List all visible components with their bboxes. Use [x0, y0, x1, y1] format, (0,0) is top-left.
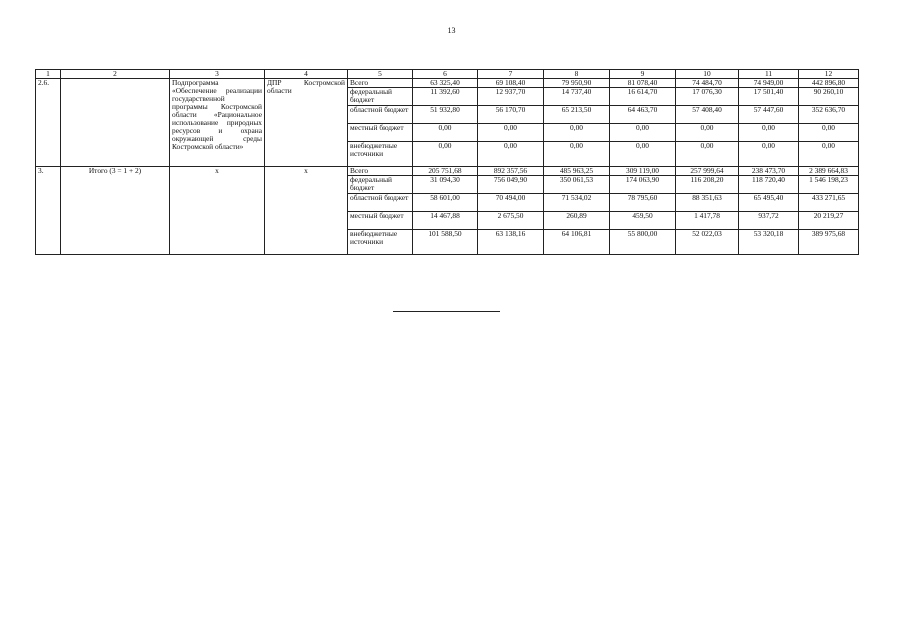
value-cell: 16 614,70 — [610, 88, 676, 106]
header-cell: 12 — [799, 70, 859, 79]
value-cell: 11 392,60 — [413, 88, 478, 106]
value-cell: 58 601,00 — [413, 194, 478, 212]
value-cell: 0,00 — [676, 142, 739, 167]
value-cell: 0,00 — [610, 124, 676, 142]
page-number: 13 — [447, 26, 456, 35]
value-cell: 389 975,68 — [799, 230, 859, 255]
source-label: Всего — [348, 79, 413, 88]
value-cell: 485 963,25 — [544, 167, 610, 176]
value-cell: 433 271,65 — [799, 194, 859, 212]
value-cell: 257 999,64 — [676, 167, 739, 176]
header-cell: 1 — [36, 70, 61, 79]
financing-table — [35, 69, 859, 255]
value-cell: 56 170,70 — [478, 106, 544, 124]
source-label: внебюджетные источники — [348, 142, 413, 167]
value-cell: 0,00 — [478, 142, 544, 167]
value-cell: 0,00 — [739, 124, 799, 142]
header-cell: 2 — [61, 70, 170, 79]
goal-cell — [61, 79, 170, 167]
source-label: внебюджетные источники — [348, 230, 413, 255]
value-cell: 0,00 — [544, 142, 610, 167]
value-cell: 238 473,70 — [739, 167, 799, 176]
value-cell: 64 106,81 — [544, 230, 610, 255]
value-cell: 78 795,60 — [610, 194, 676, 212]
header-row — [36, 70, 859, 79]
value-cell: 116 208,20 — [676, 176, 739, 194]
value-cell: 17 501,40 — [739, 88, 799, 106]
source-label: местный бюджет — [348, 212, 413, 230]
header-cell: 8 — [544, 70, 610, 79]
value-cell: 0,00 — [413, 124, 478, 142]
source-label: областной бюджет — [348, 194, 413, 212]
value-cell: 442 896,80 — [799, 79, 859, 88]
value-cell: 64 463,70 — [610, 106, 676, 124]
value-cell: 57 408,40 — [676, 106, 739, 124]
value-cell: 79 950,90 — [544, 79, 610, 88]
value-cell: 90 260,10 — [799, 88, 859, 106]
value-cell: 174 063,90 — [610, 176, 676, 194]
value-cell: 52 022,03 — [676, 230, 739, 255]
table-row — [36, 167, 859, 176]
value-cell: 81 078,40 — [610, 79, 676, 88]
separator-line — [393, 311, 500, 312]
value-cell: 51 932,80 — [413, 106, 478, 124]
source-label: Всего — [348, 167, 413, 176]
header-cell: 11 — [739, 70, 799, 79]
value-cell: 352 636,70 — [799, 106, 859, 124]
value-cell: 260,89 — [544, 212, 610, 230]
value-cell: 1 546 198,23 — [799, 176, 859, 194]
value-cell: 350 061,53 — [544, 176, 610, 194]
value-cell: 20 219,27 — [799, 212, 859, 230]
source-label: федеральный бюджет — [348, 176, 413, 194]
table-row — [36, 79, 859, 88]
value-cell: 2 675,50 — [478, 212, 544, 230]
value-cell: 459,50 — [610, 212, 676, 230]
value-cell: 0,00 — [544, 124, 610, 142]
header-cell: 7 — [478, 70, 544, 79]
value-cell: 57 447,60 — [739, 106, 799, 124]
value-cell: 0,00 — [610, 142, 676, 167]
executor-cell: ДПР Костромской области — [265, 79, 348, 167]
source-label: местный бюджет — [348, 124, 413, 142]
value-cell: 63 138,16 — [478, 230, 544, 255]
goal-cell: Итого (3 = 1 + 2) — [61, 167, 170, 255]
value-cell: 31 094,30 — [413, 176, 478, 194]
table-body — [36, 70, 859, 255]
value-cell: 14 737,40 — [544, 88, 610, 106]
value-cell: 65 495,40 — [739, 194, 799, 212]
value-cell: 63 325,40 — [413, 79, 478, 88]
header-cell: 10 — [676, 70, 739, 79]
row-number-cell: 3. — [36, 167, 61, 255]
value-cell: 65 213,50 — [544, 106, 610, 124]
value-cell: 937,72 — [739, 212, 799, 230]
value-cell: 69 108,40 — [478, 79, 544, 88]
value-cell: 2 389 664,83 — [799, 167, 859, 176]
value-cell: 756 049,90 — [478, 176, 544, 194]
value-cell: 892 357,56 — [478, 167, 544, 176]
value-cell: 1 417,78 — [676, 212, 739, 230]
value-cell: 55 800,00 — [610, 230, 676, 255]
value-cell: 74 949,00 — [739, 79, 799, 88]
value-cell: 0,00 — [799, 124, 859, 142]
value-cell: 309 119,00 — [610, 167, 676, 176]
header-cell: 3 — [170, 70, 265, 79]
row-number-cell: 2.6. — [36, 79, 61, 167]
value-cell: 0,00 — [739, 142, 799, 167]
value-cell: 71 534,02 — [544, 194, 610, 212]
header-cell: 9 — [610, 70, 676, 79]
value-cell: 0,00 — [413, 142, 478, 167]
value-cell: 101 588,50 — [413, 230, 478, 255]
value-cell: 14 467,88 — [413, 212, 478, 230]
executor-cell: х — [265, 167, 348, 255]
value-cell: 0,00 — [478, 124, 544, 142]
program-cell: Подпрограмма «Обеспечение реализации государственной программы Костромской области «Рациональное использование природных ресурсов и охрана окружающей среды Костромской области» — [170, 79, 265, 167]
header-cell: 5 — [348, 70, 413, 79]
source-label: федеральный бюджет — [348, 88, 413, 106]
value-cell: 17 076,30 — [676, 88, 739, 106]
program-cell: х — [170, 167, 265, 255]
source-label: областной бюджет — [348, 106, 413, 124]
header-cell: 4 — [265, 70, 348, 79]
value-cell: 118 720,40 — [739, 176, 799, 194]
value-cell: 88 351,63 — [676, 194, 739, 212]
value-cell: 70 494,00 — [478, 194, 544, 212]
header-cell: 6 — [413, 70, 478, 79]
value-cell: 0,00 — [799, 142, 859, 167]
value-cell: 0,00 — [676, 124, 739, 142]
value-cell: 74 484,70 — [676, 79, 739, 88]
value-cell: 53 320,18 — [739, 230, 799, 255]
value-cell: 205 751,68 — [413, 167, 478, 176]
value-cell: 12 937,70 — [478, 88, 544, 106]
